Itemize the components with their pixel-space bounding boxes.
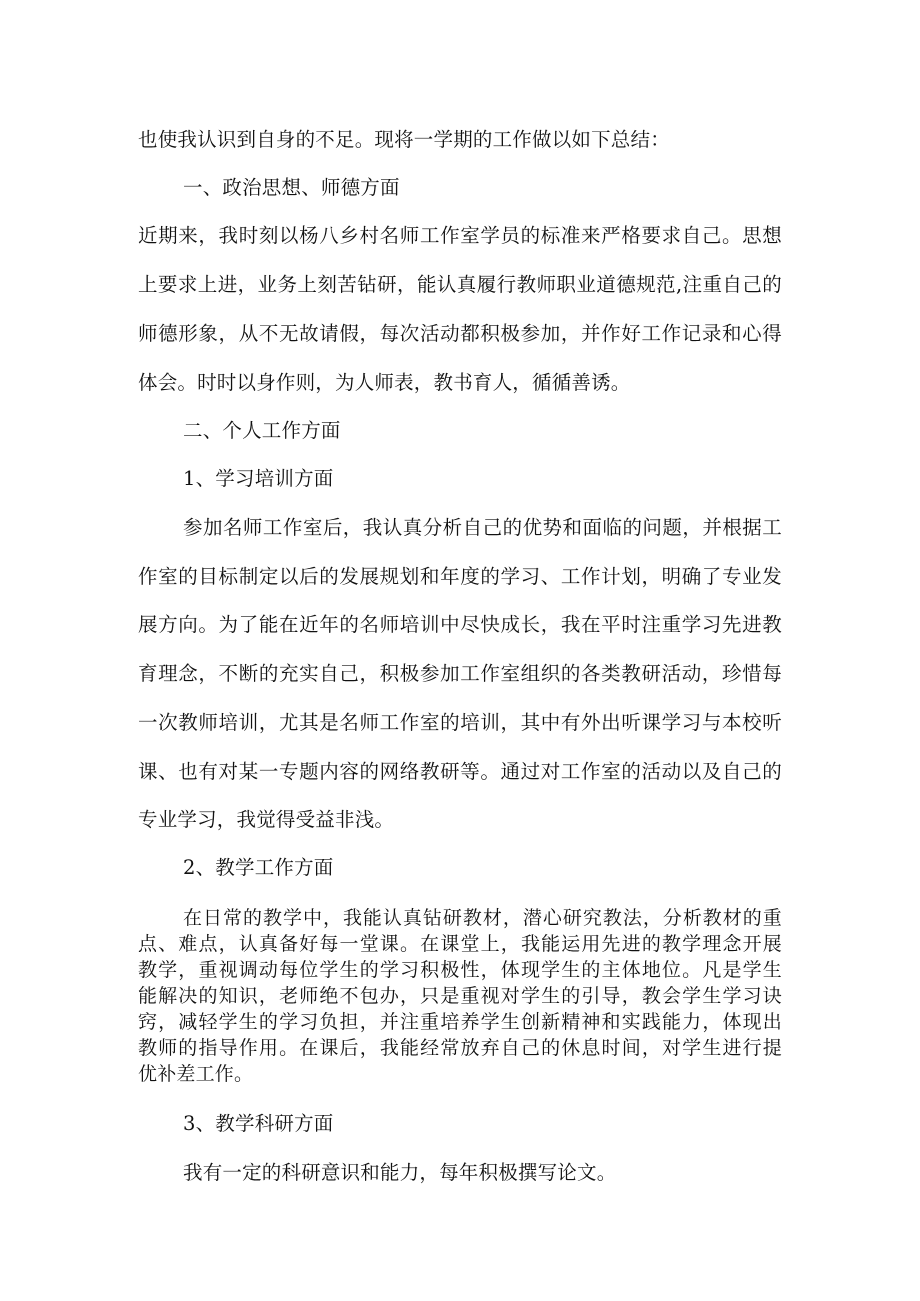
subsection-heading-study-training: 1、学习培训方面	[183, 467, 334, 490]
paragraph-line: 参加名师工作室后，我认真分析自己的优势和面临的问题，并根据工	[183, 516, 782, 539]
paragraph-line: 课、也有对某一专题内容的网络教研等。通过对工作室的活动以及自己的	[138, 760, 782, 783]
subsection-heading-teaching-work: 2、教学工作方面	[183, 856, 334, 879]
paragraph-line: 育理念，不断的充实自己，积极参加工作室组织的各类教研活动，珍惜每	[138, 662, 782, 685]
paragraph-line: 能解决的知识，老师绝不包办，只是重视对学生的引导，教会学生学习诀	[138, 985, 782, 1007]
paragraph-line: 近期来，我时刻以杨八乡村名师工作室学员的标准来严格要求自己。思想	[138, 224, 782, 247]
paragraph-line: 展方向。为了能在近年的名师培训中尽快成长，我在平时注重学习先进教	[138, 613, 782, 636]
paragraph-line: 师德形象，从不无故请假，每次活动都积极参加，并作好工作记录和心得	[138, 322, 782, 345]
paragraph-line: 作室的目标制定以后的发展规划和年度的学习、工作计划，明确了专业发	[138, 565, 782, 588]
paragraph-line: 一次教师培训，尤其是名师工作室的培训，其中有外出听课学习与本校听	[138, 711, 782, 734]
paragraph-line: 专业学习，我觉得受益非浅。	[138, 808, 395, 831]
paragraph-line: 窍，减轻学生的学习负担，并注重培养学生创新精神和实践能力，体现出	[138, 1011, 782, 1033]
paragraph-line: 优补差工作。	[138, 1063, 254, 1085]
paragraph-line: 上要求上进，业务上刻苦钻研，能认真履行教师职业道德规范,注重自己的	[138, 273, 782, 296]
paragraph-line: 教学，重视调动每位学生的学习积极性，体现学生的主体地位。凡是学生	[138, 959, 782, 981]
paragraph-line: 教师的指导作用。在课后，我能经常放弃自己的休息时间，对学生进行提	[138, 1037, 782, 1059]
section-heading-personal-work: 二、个人工作方面	[183, 419, 341, 442]
intro-line: 也使我认识到自身的不足。现将一学期的工作做以如下总结：	[138, 128, 670, 151]
paragraph-line: 点、难点，认真备好每一堂课。在课堂上，我能运用先进的教学理念开展	[138, 933, 782, 955]
paragraph-line: 在日常的教学中，我能认真钻研教材，潜心研究教法，分析教材的重	[183, 907, 782, 929]
section-heading-politics-ethics: 一、政治思想、师德方面	[183, 176, 400, 199]
paragraph-line: 我有一定的科研意识和能力，每年积极撰写论文。	[183, 1161, 617, 1184]
paragraph-line: 体会。时时以身作则，为人师表，教书育人，循循善诱。	[138, 371, 631, 394]
subsection-heading-teaching-research: 3、教学科研方面	[183, 1112, 334, 1135]
